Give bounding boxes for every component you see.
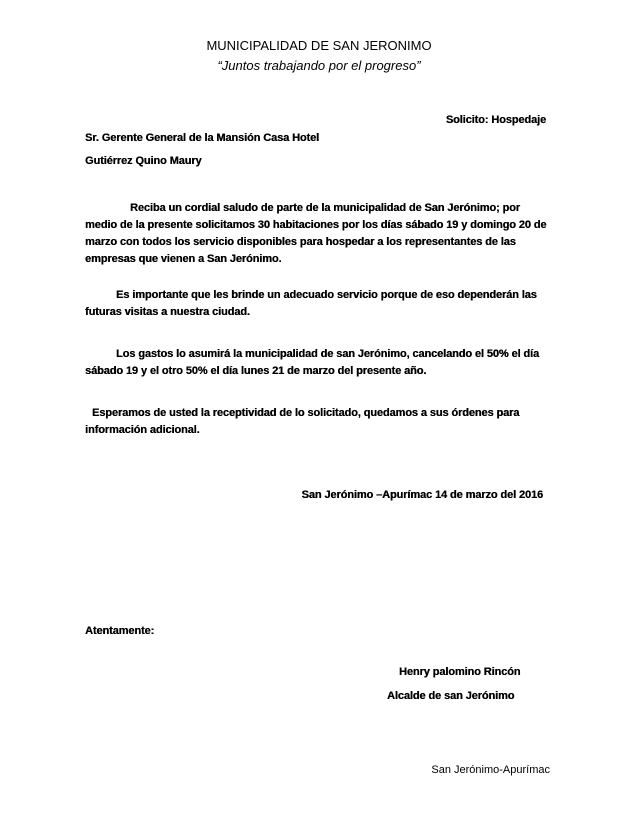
- recipient-line-1: Sr. Gerente General de la Mansión Casa Hotel: [85, 132, 320, 144]
- signer-title: Alcalde de san Jerónimo: [387, 690, 515, 702]
- body-paragraph-2: Es importante que les brinde un adecuado servicio porque de eso dependerán las futuras visitas a nuestra ciudad.: [85, 289, 537, 318]
- signer-name: Henry palomino Rincón: [399, 666, 521, 678]
- org-motto: “Juntos trabajando por el progreso”: [217, 58, 421, 73]
- body-paragraph-3: Los gastos lo asumirá la municipalidad de san Jerónimo, cancelando el 50% el día sábado 19 y el otro 50% el día lunes 21 de marzo del presente año.: [85, 348, 539, 377]
- recipient-line-2: Gutiérrez Quino Maury: [85, 155, 202, 167]
- body-paragraph-1: Reciba un cordial saludo de parte de la municipalidad de San Jerónimo; por medio de la presente solicitamos 30 habitaciones por los días sábado 19 y domingo 20 de marzo con todos los servicio disponibles para hospedar a los representantes de las empresas que vienen a San Jerónimo.: [85, 202, 547, 265]
- subject-line: Solicito: Hospedaje: [445, 114, 546, 126]
- body-paragraph-4: Esperamos de usted la receptividad de lo solicitado, quedamos a sus órdenes para información adicional.: [85, 407, 520, 436]
- org-header: MUNICIPALIDAD DE SAN JERONIMO: [206, 38, 432, 53]
- closing: Atentamente:: [85, 625, 155, 637]
- place-date: San Jerónimo –Apurímac 14 de marzo del 2016: [301, 489, 543, 501]
- footer-location: San Jerónimo-Apurímac: [431, 764, 550, 776]
